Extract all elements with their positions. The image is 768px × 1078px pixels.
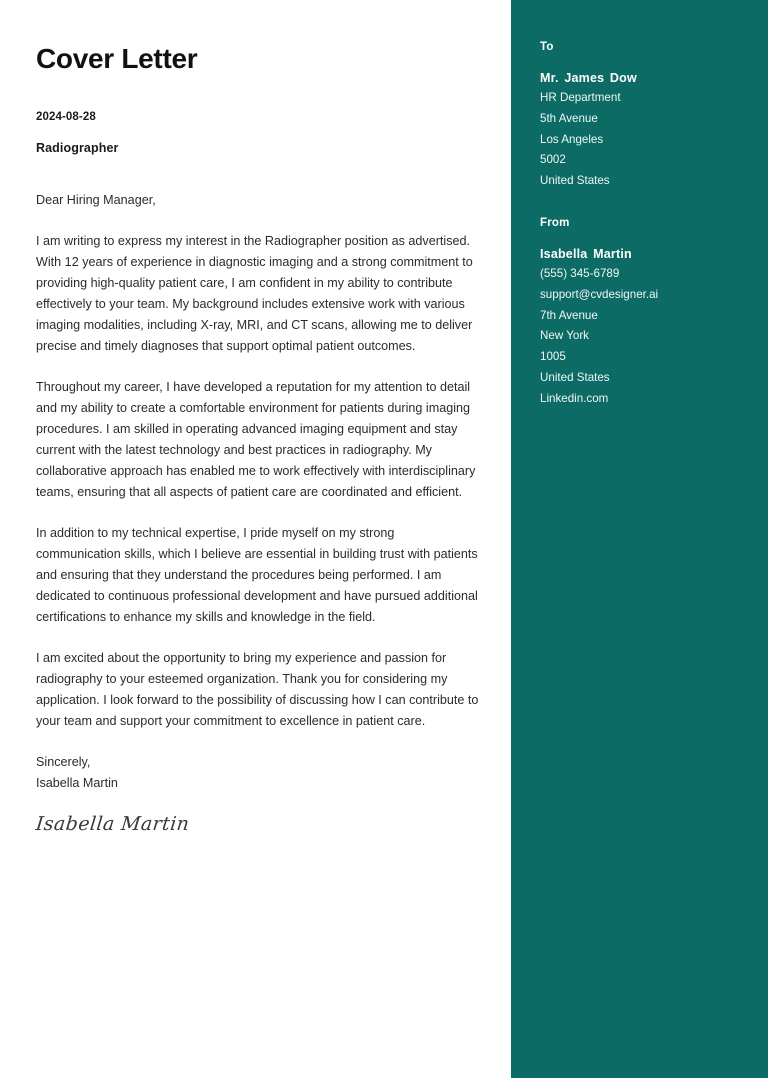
recipient-detail: Los Angeles <box>540 132 604 146</box>
sidebar-section-from <box>540 216 748 410</box>
sidebar-from-heading: From <box>540 216 570 229</box>
signature-mark: Isabella Martin <box>34 813 191 835</box>
sender-phone: (555) 345-6789 <box>540 266 620 280</box>
letter-paragraph: In addition to my technical expertise, I pride myself on my strong communication skills, which I believe are essential in building trust with patients and ensuring that they understand the procedures being performed. I am dedicated to continuous professional development and have pursued additional certifications to enhance my skills and knowledge in the field. <box>36 526 478 624</box>
sender-detail: 7th Avenue <box>540 308 598 322</box>
recipient-detail: 5th Avenue <box>540 111 598 125</box>
letter-paragraph: I am writing to express my interest in the Radiographer position as advertised. With 12 years of experience in diagnostic imaging and a strong commitment to providing high-quality patient care, I am confident in my ability to contribute effectively to your team. My background includes extensive work with various imaging modalities, including X-ray, MRI, and CT scans, allowing me to deliver precise and timely diagnoses that support optimal patient outcomes. <box>36 234 473 353</box>
sidebar-from-block <box>540 245 748 410</box>
recipient-name: Mr. James Dow <box>540 71 637 85</box>
letter-paragraph: Throughout my career, I have developed a reputation for my attention to detail and my ability to create a comfortable environment for patients during imaging procedures. I am skilled in operating advanced imaging equipment and stay current with the latest technology and best practices in radiography. My collaborative approach has enabled me to work effectively with interdisciplinary teams, ensuring that all aspects of patient care are coordinated and efficient. <box>36 380 476 499</box>
sender-email[interactable]: support@cvdesigner.ai <box>540 287 659 301</box>
sender-linkedin[interactable]: Linkedin.com <box>540 391 609 405</box>
sidebar-to-heading: To <box>540 41 554 53</box>
contact-sidebar <box>511 0 768 1078</box>
sidebar-section-to <box>540 40 748 192</box>
sidebar-spacer <box>540 192 748 216</box>
recipient-detail: United States <box>540 174 610 188</box>
letter-body <box>36 231 481 732</box>
sidebar-to-block <box>540 69 748 192</box>
sender-detail: 1005 <box>540 350 566 364</box>
sender-detail: United States <box>540 370 610 384</box>
sender-detail: New York <box>540 329 589 343</box>
recipient-detail: 5002 <box>540 153 566 167</box>
recipient-detail: HR Department <box>540 91 621 104</box>
letter-date: 2024-08-28 <box>36 111 96 123</box>
page-title: Cover Letter <box>36 43 198 74</box>
sender-name: Isabella Martin <box>540 246 632 261</box>
letter-salutation: Dear Hiring Manager, <box>36 193 156 207</box>
closing-salutation: Sincerely, <box>36 755 91 769</box>
letter-closing <box>36 752 481 794</box>
letter-paragraph: I am excited about the opportunity to bring my experience and passion for radiography to your esteemed organization. Thank you for considering my application. I look forward to the possibility of discussing how I can contribute to your team and support your commitment to excellence in patient care. <box>36 651 479 728</box>
closing-name: Isabella Martin <box>36 776 118 790</box>
letter-job-title: Radiographer <box>36 141 119 155</box>
